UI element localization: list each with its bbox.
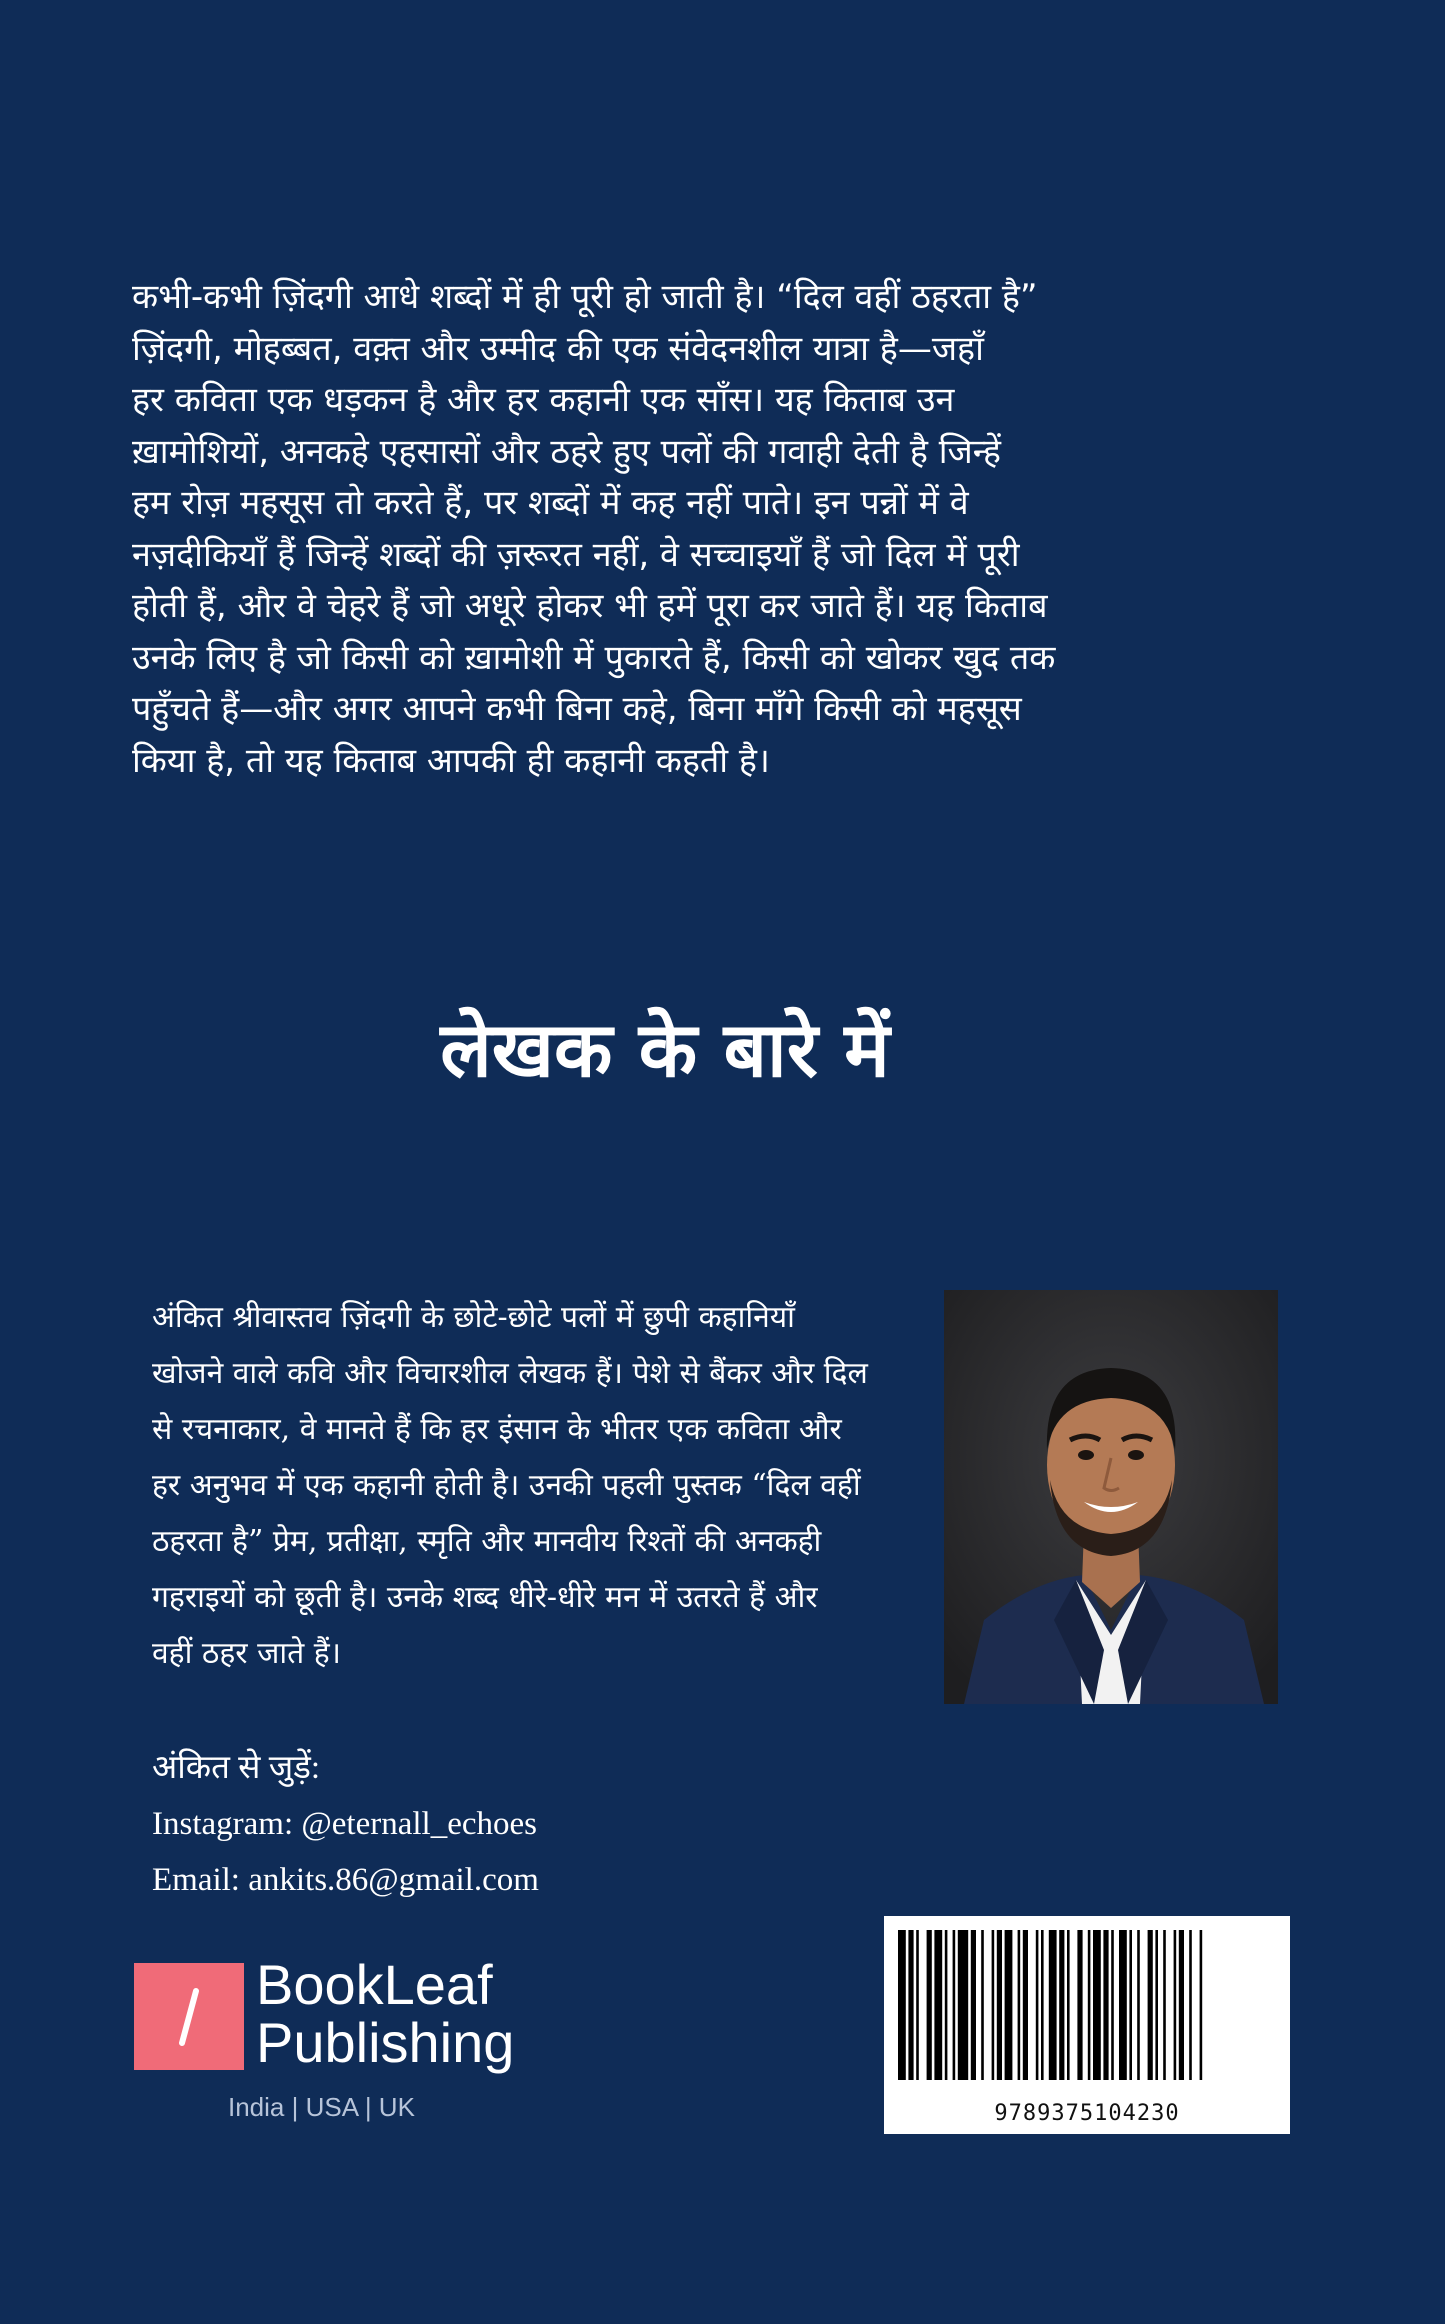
slash-icon <box>134 1963 244 2070</box>
bio-line: अंकित श्रीवास्तव ज़िंदगी के छोटे-छोटे पलों में छुपी कहानियाँ <box>152 1300 795 1335</box>
contact-block <box>152 1740 752 1908</box>
publisher-logo-mark <box>134 1963 244 2070</box>
blurb-line: हर कविता एक धड़कन है और हर कहानी एक साँस। यह किताब उन <box>132 380 955 420</box>
isbn-number: 9789375104230 <box>994 2101 1180 2126</box>
publisher-name <box>256 1953 515 2074</box>
about-author-heading: लेखक के बारे में <box>440 1005 890 1094</box>
blurb-line: होती हैं, और वे चेहरे हैं जो अधूरे होकर भी हमें पूरा कर जाते हैं। यह किताब <box>132 586 1048 626</box>
bio-line: ठहरता है” प्रेम, प्रतीक्षा, स्मृति और मानवीय रिश्तों की अनकही <box>152 1524 822 1559</box>
blurb-line: ज़िंदगी, मोहब्बत, वक़्त और उम्मीद की एक संवेदनशील यात्रा है—जहाँ <box>132 328 984 369</box>
author-photo <box>944 1290 1278 1704</box>
publisher-name-line1: BookLeaf <box>256 1953 493 2016</box>
blurb-line: पहुँचते हैं—और अगर आपने कभी बिना कहे, बिना माँगे किसी को महसूस <box>132 689 1022 729</box>
blurb-line: कभी-कभी ज़िंदगी आधे शब्दों में ही पूरी हो जाती है। “दिल वहीं ठहरता है” <box>132 277 1038 317</box>
publisher-name-line2: Publishing <box>256 2011 515 2074</box>
isbn-barcode <box>884 1916 1290 2134</box>
bio-line: से रचनाकार, वे मानते हैं कि हर इंसान के भीतर एक कविता और <box>152 1412 842 1447</box>
instagram-handle[interactable]: Instagram: @eternall_echoes <box>152 1806 537 1842</box>
author-portrait-illustration <box>944 1290 1278 1704</box>
blurb-line: हम रोज़ महसूस तो करते हैं, पर शब्दों में कह नहीं पाते। इन पन्नों में वे <box>132 483 969 523</box>
bio-line: गहराइयों को छूती है। उनके शब्द धीरे-धीरे मन में उतरते हैं और <box>152 1580 818 1615</box>
blurb-line: किया है, तो यह किताब आपकी ही कहानी कहती है। <box>132 740 770 781</box>
email-address[interactable]: Email: ankits.86@gmail.com <box>152 1862 539 1898</box>
bio-line: खोजने वाले कवि और विचारशील लेखक हैं। पेशे से बैंकर और दिल <box>152 1356 868 1391</box>
blurb-line: ख़ामोशियों, अनकहे एहसासों और ठहरे हुए पलों की गवाही देती है जिन्हें <box>132 431 1001 472</box>
bio-line: हर अनुभव में एक कहानी होती है। उनकी पहली पुस्तक “दिल वहीं <box>152 1468 861 1503</box>
blurb-text <box>132 272 1192 787</box>
blurb-line: नज़दीकियाँ हैं जिन्हें शब्दों की ज़रूरत नहीं, वे सच्चाइयाँ हैं जो दिल में पूरी <box>132 534 1020 575</box>
bio-line: वहीं ठहर जाते हैं। <box>152 1636 342 1671</box>
publisher-countries: India | USA | UK <box>228 2092 415 2122</box>
author-bio <box>152 1290 872 1682</box>
blurb-line: उनके लिए है जो किसी को ख़ामोशी में पुकारते हैं, किसी को खोकर खुद तक <box>132 637 1056 678</box>
contact-heading: अंकित से जुड़ें: <box>152 1750 321 1786</box>
